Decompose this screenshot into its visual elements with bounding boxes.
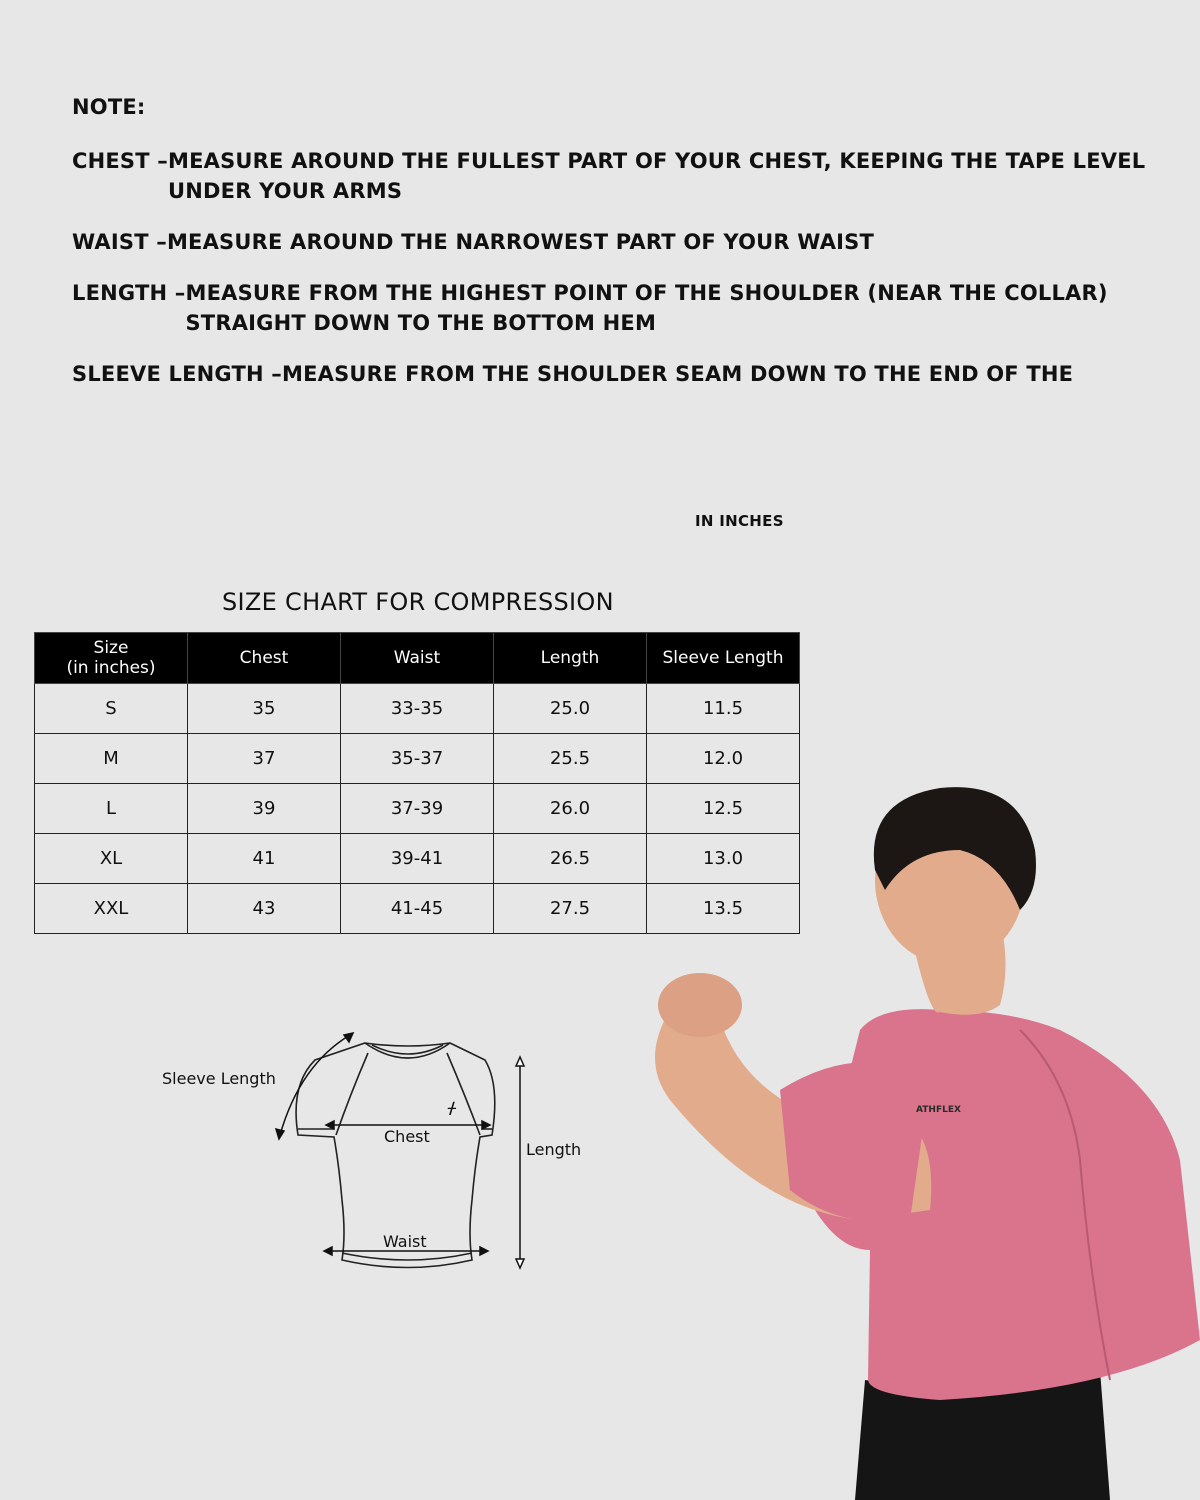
sleeve-icon <box>780 1062 930 1222</box>
note-chest <box>72 146 1182 206</box>
cell-chest: 39 <box>188 784 341 834</box>
table-row <box>35 684 800 734</box>
logo-mark-icon: ᚋ <box>448 1098 456 1117</box>
cell-sleeve-length: 11.5 <box>647 684 800 734</box>
table-header-row <box>35 633 800 684</box>
cell-waist: 41-45 <box>341 884 494 934</box>
note-text <box>168 146 1182 206</box>
chart-title: SIZE CHART FOR COMPRESSION <box>222 588 614 616</box>
note-label: WAIST – <box>72 230 167 254</box>
cell-waist: 33-35 <box>341 684 494 734</box>
waist-label: Waist <box>383 1232 427 1251</box>
cell-sleeve-length: 13.5 <box>647 884 800 934</box>
cell-waist: 39-41 <box>341 834 494 884</box>
cell-chest: 35 <box>188 684 341 734</box>
header-size <box>35 633 188 684</box>
note-text-line: MEASURE FROM THE SHOULDER SEAM DOWN TO THE END OF THE <box>282 362 1074 386</box>
note-text-line: MEASURE AROUND THE NARROWEST PART OF YOUR WAIST <box>166 230 875 254</box>
cell-length: 26.5 <box>494 834 647 884</box>
header-chest: Chest <box>188 633 341 684</box>
cell-sleeve-length: 12.5 <box>647 784 800 834</box>
header-sleeve-length: Sleeve Length <box>647 633 800 684</box>
header-size-line: (in inches) <box>66 658 156 678</box>
note-length <box>72 278 1182 338</box>
units-label: IN INCHES <box>695 512 784 530</box>
shirt-brand-logo: ATHFLEX <box>916 1105 961 1115</box>
note-label: SLEEVE LENGTH – <box>72 362 282 386</box>
note-label: CHEST – <box>72 149 168 173</box>
note-waist <box>72 227 1182 257</box>
note-text <box>167 227 1182 257</box>
sleeve-arrow-icon <box>276 1033 353 1139</box>
note-sleeve-length <box>72 359 1182 389</box>
note-text-line: MEASURE FROM THE HIGHEST POINT OF THE SHOULDER (NEAR THE COLLAR) <box>185 281 1108 305</box>
cell-length: 25.0 <box>494 684 647 734</box>
header-size-line: Size <box>93 638 129 658</box>
table-row <box>35 734 800 784</box>
cell-chest: 43 <box>188 884 341 934</box>
tshirt-measurement-diagram <box>150 1025 610 1285</box>
cell-sleeve-length: 12.0 <box>647 734 800 784</box>
cell-chest: 37 <box>188 734 341 784</box>
note-heading: NOTE: <box>72 95 146 119</box>
sleeve-length-label: Sleeve Length <box>162 1069 276 1088</box>
cell-size: S <box>35 684 188 734</box>
cell-size: XXL <box>35 884 188 934</box>
note-text-continuation: UNDER YOUR ARMS <box>168 179 403 203</box>
note-label: LENGTH – <box>72 281 186 305</box>
cell-waist: 35-37 <box>341 734 494 784</box>
header-size-text <box>36 638 186 678</box>
length-arrow-icon <box>516 1057 524 1268</box>
length-label: Length <box>526 1140 582 1159</box>
fist-icon <box>658 973 742 1037</box>
note-text-continuation: STRAIGHT DOWN TO THE BOTTOM HEM <box>185 311 657 335</box>
measurement-notes <box>72 92 1182 410</box>
chest-label: Chest <box>384 1127 430 1146</box>
cell-length: 27.5 <box>494 884 647 934</box>
cell-waist: 37-39 <box>341 784 494 834</box>
cell-size: M <box>35 734 188 784</box>
header-waist: Waist <box>341 633 494 684</box>
cell-chest: 41 <box>188 834 341 884</box>
note-text <box>185 278 1182 338</box>
cell-sleeve-length: 13.0 <box>647 834 800 884</box>
note-text <box>282 359 1182 389</box>
note-text-line: MEASURE AROUND THE FULLEST PART OF YOUR CHEST, KEEPING THE TAPE LEVEL <box>168 149 1146 173</box>
cell-size: XL <box>35 834 188 884</box>
model-photo <box>640 780 1200 1500</box>
cell-length: 26.0 <box>494 784 647 834</box>
cell-length: 25.5 <box>494 734 647 784</box>
cell-size: L <box>35 784 188 834</box>
header-length: Length <box>494 633 647 684</box>
